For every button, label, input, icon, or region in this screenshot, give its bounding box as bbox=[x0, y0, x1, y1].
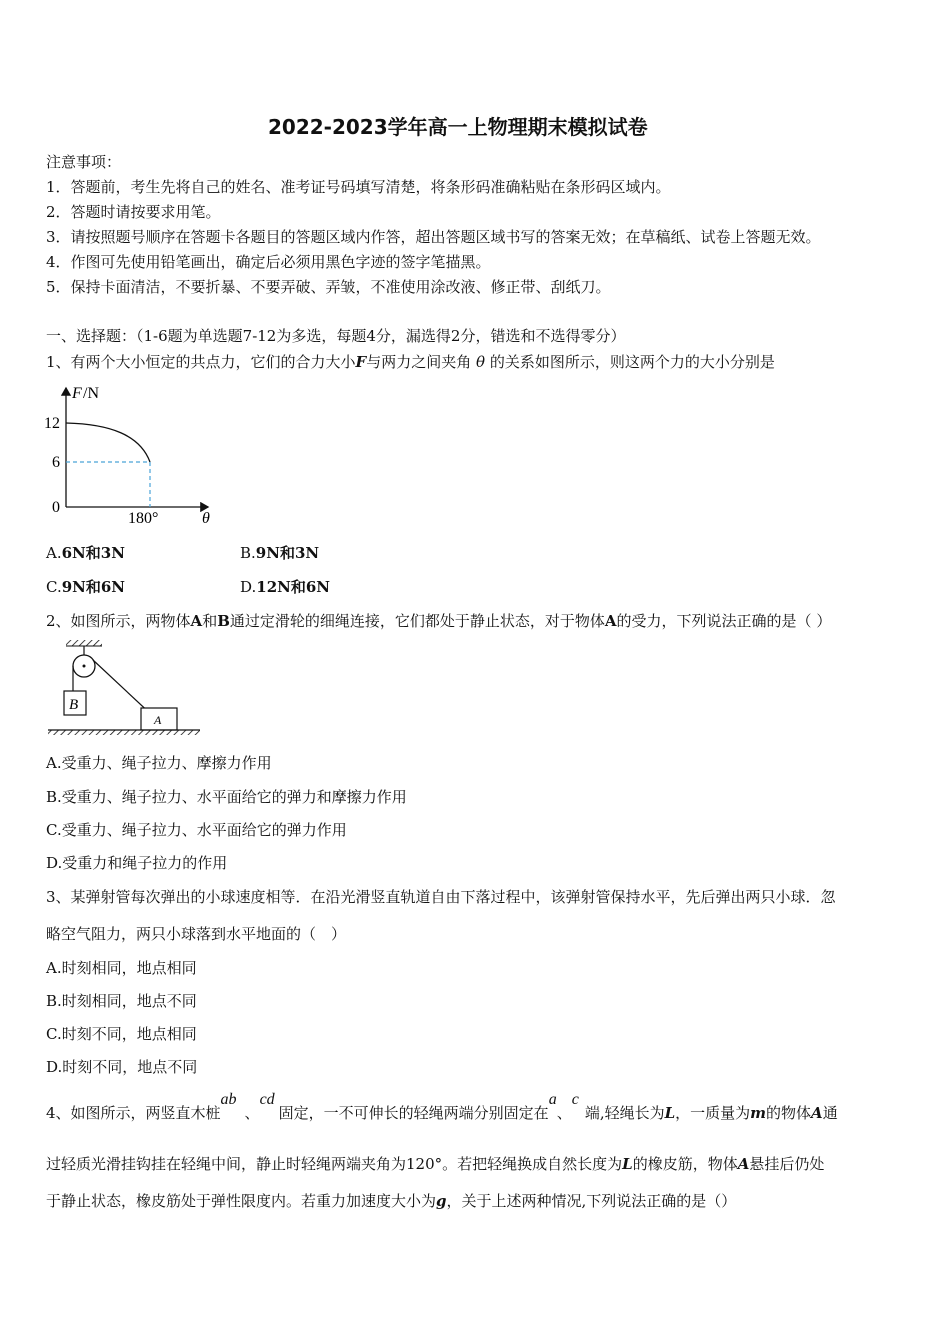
q2-option: C.受重力、绳子拉力、水平面给它的弹力作用 bbox=[46, 821, 347, 839]
label-a: A bbox=[154, 713, 162, 727]
q3-option: B.时刻相同，地点不同 bbox=[46, 992, 197, 1010]
tick-6: 6 bbox=[52, 454, 60, 471]
notice-item: 4．作图可先使用铅笔画出，确定后必须用黑色字迹的签字笔描黑。 bbox=[46, 253, 491, 271]
y-label-var: F bbox=[72, 385, 82, 402]
page-title: 2022-2023学年高一上物理期末模拟试卷 bbox=[268, 115, 648, 139]
q2-option: A.受重力、绳子拉力、摩擦力作用 bbox=[46, 754, 272, 772]
q2-option: B.受重力、绳子拉力、水平面给它的弹力和摩擦力作用 bbox=[46, 788, 407, 806]
notice-item: 3．请按照题号顺序在答题卡各题目的答题区域内作答，超出答题区域书写的答案无效；在草稿纸、试卷上答题无效。 bbox=[46, 228, 821, 246]
question-1-stem bbox=[46, 353, 775, 371]
tick-12: 12 bbox=[44, 415, 60, 432]
x-label-var: θ bbox=[202, 510, 210, 527]
q1-text: 与两力之间夹角 bbox=[366, 353, 472, 371]
question-3-stem: 3、某弹射管每次弹出的小球速度相等．在沿光滑竖直轨道自由下落过程中，该弹射管保持水平，先后弹出两只小球．忽 bbox=[46, 888, 836, 906]
q1-option-a: A.6N和3N bbox=[46, 544, 125, 562]
tick-180: 180° bbox=[128, 510, 159, 527]
pulley-diagram bbox=[44, 638, 204, 738]
tick-origin: 0 bbox=[52, 499, 60, 516]
question-4-stem-line2: 过轻质光滑挂钩挂在轻绳中间，静止时轻绳两端夹角为120°。若把轻绳换成自然长度为L的橡皮筋，物体A悬挂后仍处 bbox=[46, 1155, 825, 1173]
q1-option-c: C.9N和6N bbox=[46, 578, 126, 596]
q3-option: D.时刻不同，地点不同 bbox=[46, 1058, 198, 1076]
y-label-unit: /N bbox=[83, 385, 99, 402]
q1-option-b: B.9N和3N bbox=[240, 544, 320, 562]
notice-heading: 注意事项： bbox=[46, 153, 122, 171]
q1-option-d: D.12N和6N bbox=[240, 578, 330, 596]
notice-item: 5．保持卡面清洁，不要折暴、不要弄破、弄皱，不准使用涂改液、修正带、刮纸刀。 bbox=[46, 278, 611, 296]
force-curve bbox=[66, 423, 150, 462]
ceiling bbox=[66, 640, 102, 646]
notice-item: 2．答题时请按要求用笔。 bbox=[46, 203, 221, 221]
q1-text: 的关系如图所示，则这两个力的大小分别是 bbox=[489, 353, 775, 371]
section-heading: 一、选择题：（1-6题为单选题7-12为多选，每题4分，漏选得2分，错选和不选得零分） bbox=[46, 327, 626, 345]
question-4-stem: 4、如图所示，两竖直木桩ab、cd固定，一不可伸长的轻绳两端分别固定在a、c端,轻绳长为L，一质量为m的物体A通 bbox=[46, 1091, 838, 1122]
q1-text: 1、有两个大小恒定的共点力，它们的合力大小 bbox=[46, 353, 356, 371]
q3-option: A.时刻相同，地点相同 bbox=[46, 959, 197, 977]
question-3-stem-cont: 略空气阻力，两只小球落到水平地面的（ ） bbox=[46, 925, 347, 943]
label-b: B bbox=[69, 697, 79, 713]
force-angle-graph bbox=[40, 380, 240, 530]
question-4-stem-line3: 于静止状态，橡皮筋处于弹性限度内。若重力加速度大小为g，关于上述两种情况,下列说法正确的是（） bbox=[46, 1192, 737, 1210]
notice-item: 1．答题前，考生先将自己的姓名、准考证号码填写清楚，将条形码准确粘贴在条形码区域内。 bbox=[46, 178, 671, 196]
q1-var-f: F bbox=[355, 353, 367, 371]
question-2-stem: 2、如图所示，两物体A和B通过定滑轮的细绳连接，它们都处于静止状态，对于物体A的受力，下列说法正确的是（ ） bbox=[46, 612, 832, 630]
q3-option: C.时刻不同，地点相同 bbox=[46, 1025, 197, 1043]
q1-var-theta: θ bbox=[476, 353, 486, 371]
q2-option: D.受重力和绳子拉力的作用 bbox=[46, 854, 228, 872]
